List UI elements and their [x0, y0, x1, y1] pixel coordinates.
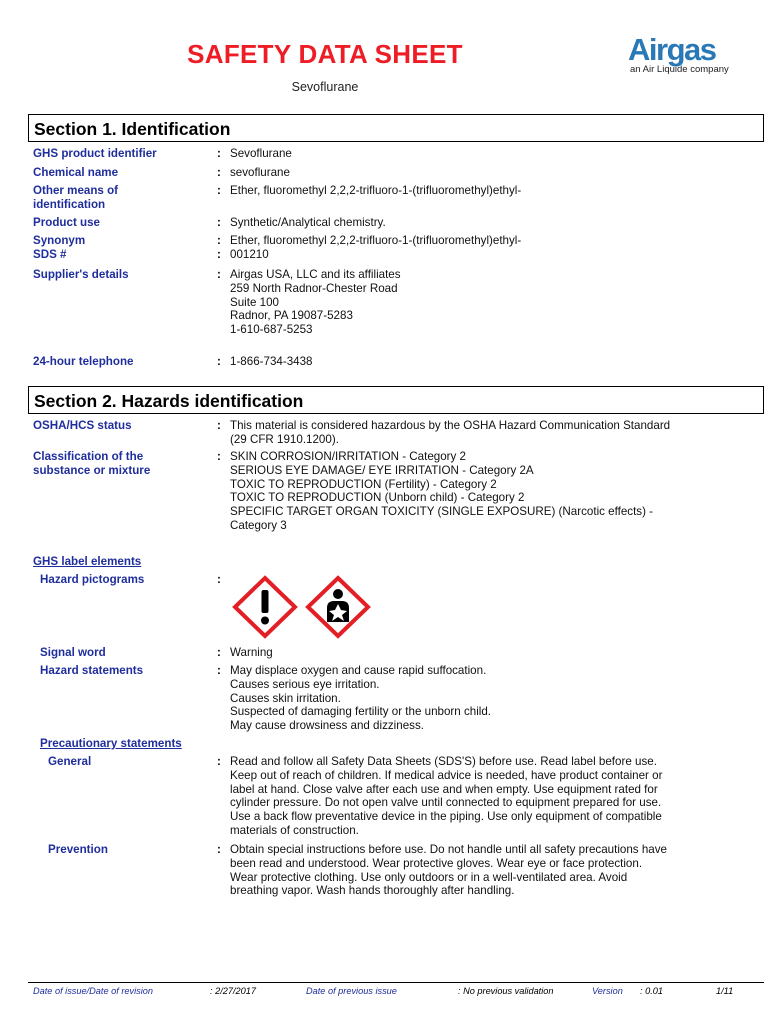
health-hazard-pictogram	[308, 578, 368, 636]
field-label-line: Supplier's details	[33, 268, 129, 281]
field-label-line: GHS product identifier	[33, 147, 157, 160]
footer-version-label: Version	[592, 986, 623, 996]
field-value-line: Airgas USA, LLC and its affiliates	[230, 268, 401, 281]
field-value	[230, 248, 730, 262]
hazard-statement: Causes skin irritation.	[230, 691, 341, 705]
field-value-line: Sevoflurane	[230, 147, 292, 160]
field-value-line: Suite 100	[230, 295, 279, 309]
hazard-statement: Suspected of damaging fertility or the unborn child.	[230, 705, 492, 719]
field-value-line: sevoflurane	[230, 166, 290, 179]
field-value-line: 1-866-734-3438	[230, 355, 313, 368]
product-name-subtitle: Sevoflurane	[291, 80, 359, 94]
field-label-line: substance or mixture	[33, 463, 151, 477]
hazard-statement: Causes serious eye irritation.	[230, 677, 380, 691]
pictogram-strip	[230, 575, 380, 639]
field-value-line: SPECIFIC TARGET ORGAN TOXICITY (SINGLE EXPOSURE) (Narcotic effects) -	[230, 505, 654, 519]
field-label-line: Other means of	[33, 184, 119, 197]
footer-previous-value: : No previous validation	[458, 986, 554, 996]
hazard-statements-list	[230, 664, 730, 733]
field-value	[230, 216, 730, 230]
logo-tagline: an Air Liquide company	[630, 64, 729, 75]
footer-previous-label: Date of previous issue	[306, 986, 397, 996]
field-value	[230, 355, 730, 369]
field-value	[230, 450, 730, 533]
hazard-statement: May cause drowsiness and dizziness.	[230, 719, 424, 733]
field-label	[33, 166, 118, 180]
prevention-statements	[230, 843, 730, 898]
field-value-line: Ether, fluoromethyl 2,2,2-trifluoro-1-(trifluoromethyl)ethyl-	[230, 184, 522, 197]
prevention-statement-line: Wear protective clothing. Use only outdoors or in a well-ventilated area. Avoid	[230, 870, 628, 884]
field-label-line: 24-hour telephone	[33, 355, 134, 368]
field-label	[33, 216, 100, 230]
section-2-heading-box	[28, 386, 764, 414]
field-value-line: Radnor, PA 19087-5283	[230, 309, 353, 323]
field-value	[230, 419, 730, 447]
field-value-line: TOXIC TO REPRODUCTION (Fertility) - Category 2	[230, 477, 497, 491]
signal-word-value: Warning	[230, 646, 273, 659]
field-value-line: This material is considered hazardous by the OSHA Hazard Communication Standard	[230, 419, 671, 432]
document-title: SAFETY DATA SHEET	[187, 39, 463, 69]
general-statement-line: materials of construction.	[230, 823, 359, 837]
field-value-line: Category 3	[230, 518, 287, 532]
section-2-heading: Section 2. Hazards identification	[34, 391, 304, 411]
field-value-line: 001210	[230, 248, 269, 261]
field-label	[33, 355, 134, 369]
logo-brand-text: Airgas	[628, 32, 716, 67]
prevention-statement-line: Obtain special instructions before use. Do not handle until all safety precautions have	[230, 843, 667, 856]
field-label	[33, 234, 85, 248]
general-label: General	[48, 755, 92, 768]
field-label-line: Chemical name	[33, 166, 119, 179]
prevention-statement-line: been read and understood. Wear protective gloves. Wear eye or face protection.	[230, 856, 643, 870]
field-value-line: SERIOUS EYE DAMAGE/ EYE IRRITATION - Category 2A	[230, 463, 534, 477]
hazard-pictograms	[230, 575, 380, 643]
field-value	[230, 234, 730, 248]
section-1-heading: Section 1. Identification	[34, 119, 231, 139]
precautionary-statements-heading: Precautionary statements	[40, 737, 182, 750]
hazard-statement: May displace oxygen and cause rapid suffocation.	[230, 664, 487, 677]
field-value	[230, 166, 730, 180]
general-statement-line: label at hand. Close valve after each use and when empty. Use equipment rated for	[230, 782, 658, 796]
footer-page-number: 1/11	[716, 986, 734, 996]
section-1-heading-box	[28, 114, 764, 142]
field-label-line: OSHA/HCS status	[33, 419, 132, 432]
field-label	[33, 248, 67, 262]
prevention-label: Prevention	[48, 843, 108, 856]
field-label	[33, 184, 118, 212]
footer-issue-label: Date of issue/Date of revision	[33, 986, 154, 996]
field-value-line: Synthetic/Analytical chemistry.	[230, 216, 386, 229]
field-value	[230, 268, 730, 337]
general-statements	[230, 755, 730, 838]
field-value	[230, 147, 730, 161]
signal-word-label: Signal word	[40, 646, 106, 659]
general-statement-line: Use a back flow preventative device in the piping. Use only equipment of compatible	[230, 810, 662, 824]
field-label	[33, 147, 157, 161]
general-statement-line: cylinder pressure. Do not open valve until connected to equipment prepared for use.	[230, 796, 662, 810]
field-value	[230, 184, 730, 198]
prevention-statement-line: breathing vapor. Wash hands thoroughly after handling.	[230, 884, 515, 898]
general-statement-line: Keep out of reach of children. If medical advice is needed, have product container or	[230, 768, 663, 782]
field-label-line: SDS #	[33, 248, 67, 261]
field-label-line: Product use	[33, 216, 100, 229]
field-value-line: Ether, fluoromethyl 2,2,2-trifluoro-1-(trifluoromethyl)ethyl-	[230, 234, 522, 247]
field-label-line: Synonym	[33, 234, 86, 247]
field-value-line: 1-610-687-5253	[230, 323, 313, 337]
footer-issue-value: : 2/27/2017	[210, 986, 256, 996]
ghs-label-elements-heading: GHS label elements	[33, 555, 142, 568]
footer-version-value: : 0.01	[640, 986, 663, 996]
field-label	[33, 450, 150, 478]
general-statement-line: Read and follow all Safety Data Sheets (SDS'S) before use. Read label before use.	[230, 755, 657, 768]
field-label-line: Classification of the	[33, 450, 144, 463]
field-label-line: identification	[33, 197, 106, 211]
field-value-line: TOXIC TO REPRODUCTION (Unborn child) - Category 2	[230, 491, 525, 505]
field-value-line: SKIN CORROSION/IRRITATION - Category 2	[230, 450, 466, 463]
hazard-statements-label: Hazard statements	[40, 664, 144, 677]
exclamation-mark-pictogram	[235, 578, 295, 636]
footer-divider	[28, 982, 764, 983]
field-label	[33, 419, 132, 433]
hazard-pictograms-label: Hazard pictograms	[40, 573, 145, 586]
airgas-logo	[628, 34, 738, 75]
field-label	[33, 268, 129, 282]
field-value-line: 259 North Radnor-Chester Road	[230, 281, 398, 295]
field-value-line: (29 CFR 1910.1200).	[230, 432, 339, 446]
